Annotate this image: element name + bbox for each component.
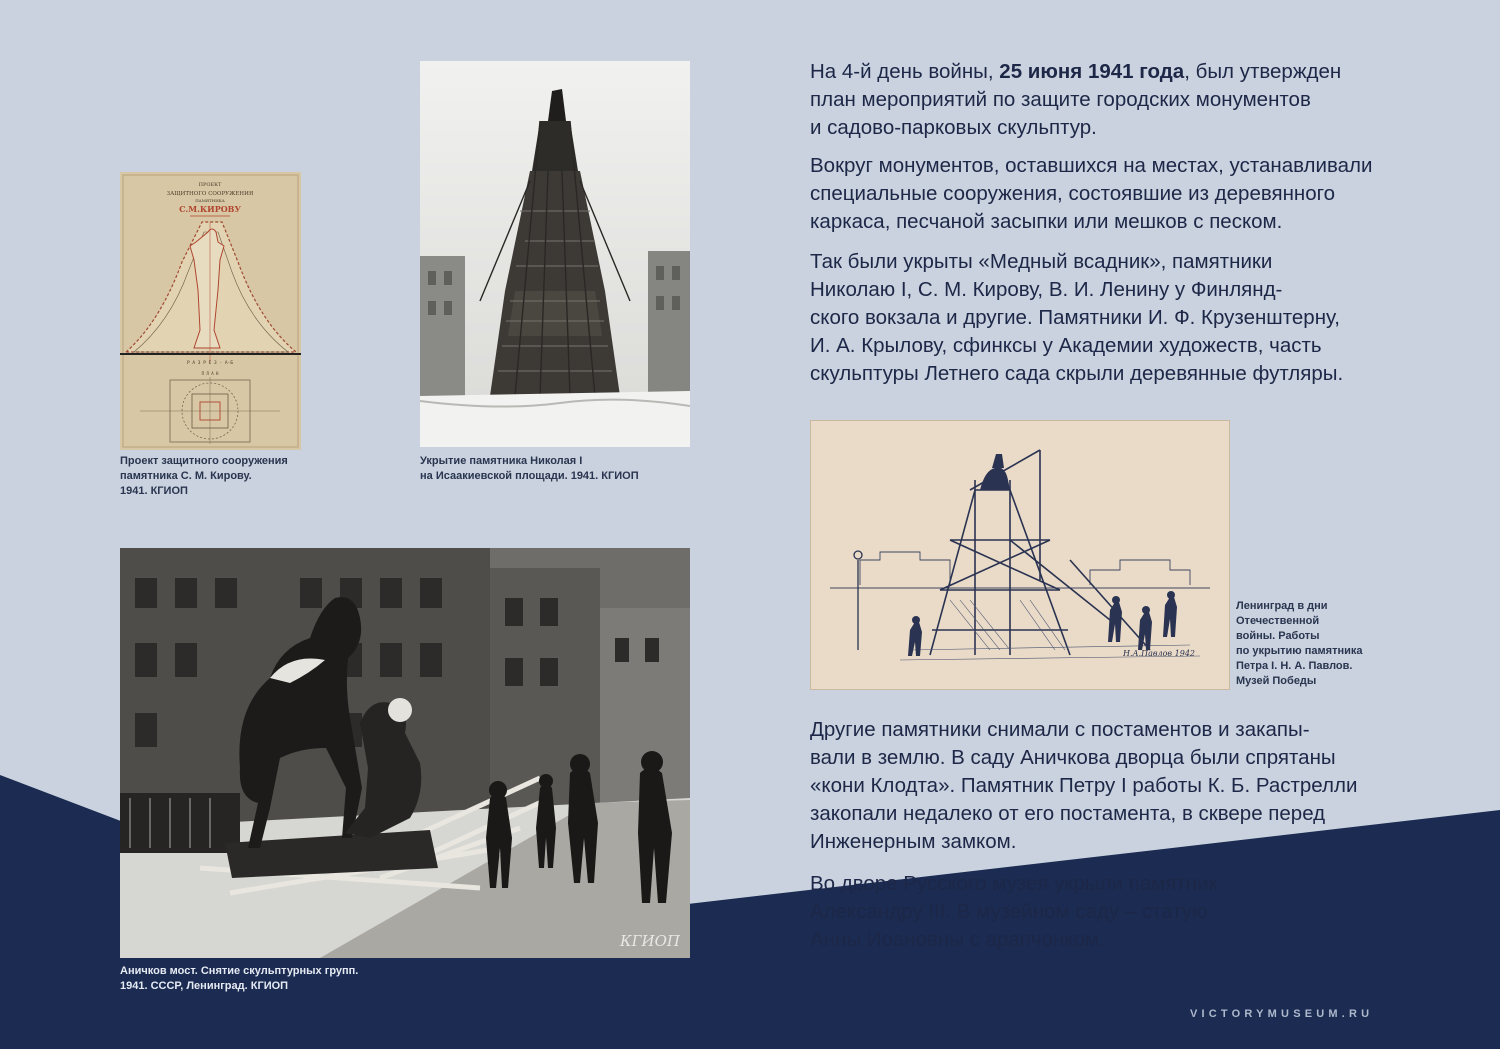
nicholas-monument-photo <box>420 61 690 447</box>
peter-sketch-caption: Ленинград в дни Отечественной войны. Работы по укрытию памятника Петра I. Н. А. Павлов. Музей Победы <box>1236 600 1363 687</box>
drawing-title-1: ПРОЕКТ <box>198 182 222 188</box>
kirov-drawing-caption: Проект защитного сооружения памятника С. М. Кирову. 1941. КГИОП <box>120 455 288 497</box>
drawing-title-3: ПАМЯТНИКА <box>195 198 225 203</box>
p1-date-bold: 25 июня 1941 года <box>999 60 1185 83</box>
p1-l1-before: На 4-й день войны, <box>810 60 1000 83</box>
svg-text:Р А З Р Е З · А-Б: Р А З Р Е З · А-Б <box>186 361 234 366</box>
paragraph-russian-museum: Во дворе Русского музея укрыли памятник Александру III. В музейном саду – статую Анны Иоановны с арапчонком. <box>810 872 1218 951</box>
drawing-title-2: ЗАЩИТНОГО СООРУЖЕНИЯ <box>166 191 254 197</box>
peter-monument-sketch <box>810 420 1230 690</box>
anichkov-bridge-photo <box>120 548 690 958</box>
kirov-project-drawing <box>120 172 301 450</box>
sketch-signature: Н.А.Павлов 1942 <box>1123 649 1195 658</box>
paragraph-buried-monuments: Другие памятники снимали с постаментов и закапы- вали в землю. В саду Аничкова дворца были спрятаны «кони Клодта». Памятник Петру I работы К. Б. Растрелли закопали недалеко от его постамента, в сквере перед Инженерным замком. <box>810 718 1358 853</box>
anichkov-bridge-caption: Аничков мост. Снятие скульптурных групп. 1941. СССР, Ленинград. КГИОП <box>120 965 359 992</box>
paragraph-structures: Вокруг монументов, оставшихся на местах, устанавливали специальные сооружения, состоявшие из деревянного каркаса, песчаной засыпки или мешков с песком. <box>810 154 1373 233</box>
paragraph-covered-monuments: Так были укрыты «Медный всадник», памятники Николаю I, С. М. Кирову, В. И. Ленину у Финлянд- ского вокзала и другие. Памятники И. Ф. Крузенштерну, И. А. Крылову, сфинксы у Академии художеств, часть скульптуры Летнего сада скрыли деревянные футляры. <box>810 250 1344 385</box>
p1-l2: план мероприятий по защите городских монументов <box>810 88 1311 111</box>
footer-website-link[interactable]: VICTORYMUSEUM.RU <box>1190 1008 1374 1020</box>
paragraph-plan-1941 <box>810 58 1430 142</box>
photo-watermark: КГИОП <box>620 932 680 950</box>
p1-l1-after: , был утвержден <box>1184 60 1342 83</box>
nicholas-monument-caption: Укрытие памятника Николая I на Исаакиевской площади. 1941. КГИОП <box>420 455 639 482</box>
svg-text:П Л А Н: П Л А Н <box>201 371 219 376</box>
p1-l3: и садово-парковых скульптур. <box>810 116 1097 139</box>
drawing-name: С.М.КИРОВУ <box>179 204 241 214</box>
